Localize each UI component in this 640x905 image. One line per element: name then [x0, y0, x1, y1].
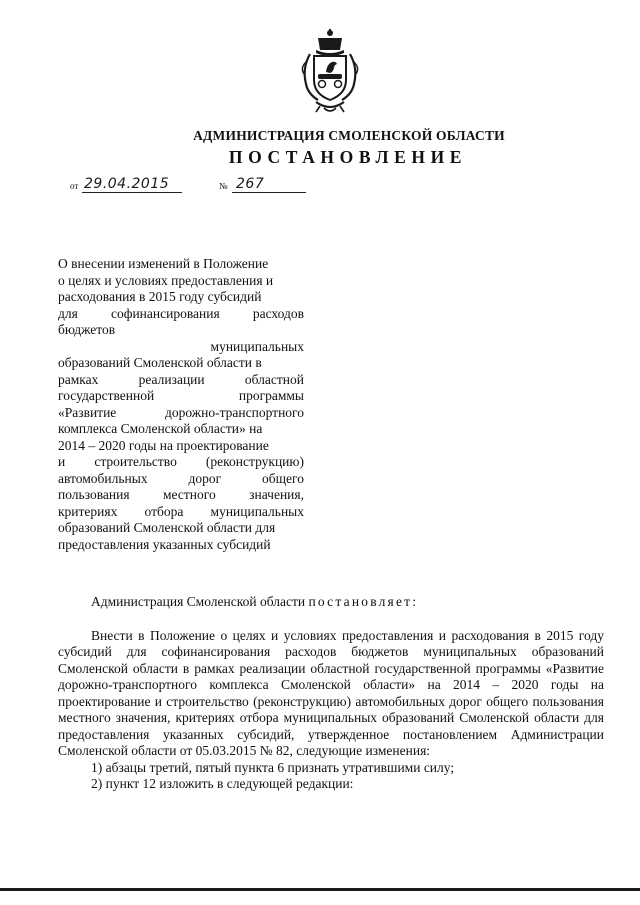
- subject-line: «Развитие дорожно-транспортного: [58, 404, 304, 420]
- subject-line: о целях и условиях предоставления и: [58, 272, 274, 288]
- subject-line: О внесении изменений в Положение: [58, 256, 269, 271]
- date-label: от: [70, 181, 79, 191]
- date-value: 29.04.2015: [84, 176, 170, 192]
- subject-line: комплекса Смоленской области» на: [58, 421, 263, 436]
- preamble: [58, 594, 604, 611]
- subject-line: образований Смоленской области в: [58, 355, 262, 370]
- subject-line: расходования в 2015 году субсидий: [58, 289, 262, 304]
- document-body: [58, 594, 604, 793]
- subject-line: муниципальных: [210, 338, 304, 354]
- subject-line: и строительство (реконструкцию): [58, 454, 304, 469]
- preamble-verb: постановляет:: [308, 594, 419, 609]
- number-underline: [232, 192, 306, 193]
- organization-name: АДМИНИСТРАЦИЯ СМОЛЕНСКОЙ ОБЛАСТИ: [193, 128, 505, 143]
- date-underline: [82, 192, 182, 193]
- subject-line: образований Смоленской области для: [58, 520, 276, 535]
- subject-line: 2014 – 2020 годы на проектирование: [58, 437, 269, 453]
- list-item: 2) пункт 12 изложить в следующей редакции:: [91, 776, 354, 791]
- subject-heading: [58, 256, 304, 553]
- subject-line: для софинансирования расходов: [58, 305, 304, 321]
- subject-line: рамках реализации областной: [58, 371, 304, 387]
- subject-line: предоставления указанных субсидий: [58, 536, 271, 552]
- subject-line: пользования местного значения,: [58, 487, 304, 502]
- registration-line: [70, 173, 310, 195]
- page-bottom-rule: [0, 888, 640, 891]
- subject-line: государственной программы: [58, 388, 304, 403]
- number-label: №: [219, 181, 228, 191]
- list-item: 1) абзацы третий, пятый пункта 6 признать утратившими силу;: [91, 759, 455, 775]
- coat-of-arms-icon: [296, 28, 364, 116]
- subject-line: автомобильных дорог общего: [58, 470, 304, 486]
- main-paragraph: Внести в Положение о целях и условиях предоставления и расходования в 2015 году субсидий для софинансирования расходов бюджетов муниципальных образований Смоленской области в рамках реализации областной государственной программы «Развитие дорожно-транспортного комплекса Смоленской области» на 2014 – 2020 годы на проектирование и строительство (реконструкцию) автомобильных дорог общего пользования местного значения, критериях отбора муниципальных образований Смоленской области для предоставления указанных субсидий, утвержденное постановлением Администрации Смоленской области от 05.03.2015 № 82, следующие изменения:: [58, 627, 604, 758]
- preamble-text: Администрация Смоленской области: [91, 594, 309, 609]
- document-type-title: ПОСТАНОВЛЕНИЕ: [228, 147, 468, 167]
- subject-line: бюджетов: [58, 322, 116, 337]
- number-value: 267: [236, 176, 265, 192]
- subject-line: критериях отбора муниципальных: [58, 503, 304, 519]
